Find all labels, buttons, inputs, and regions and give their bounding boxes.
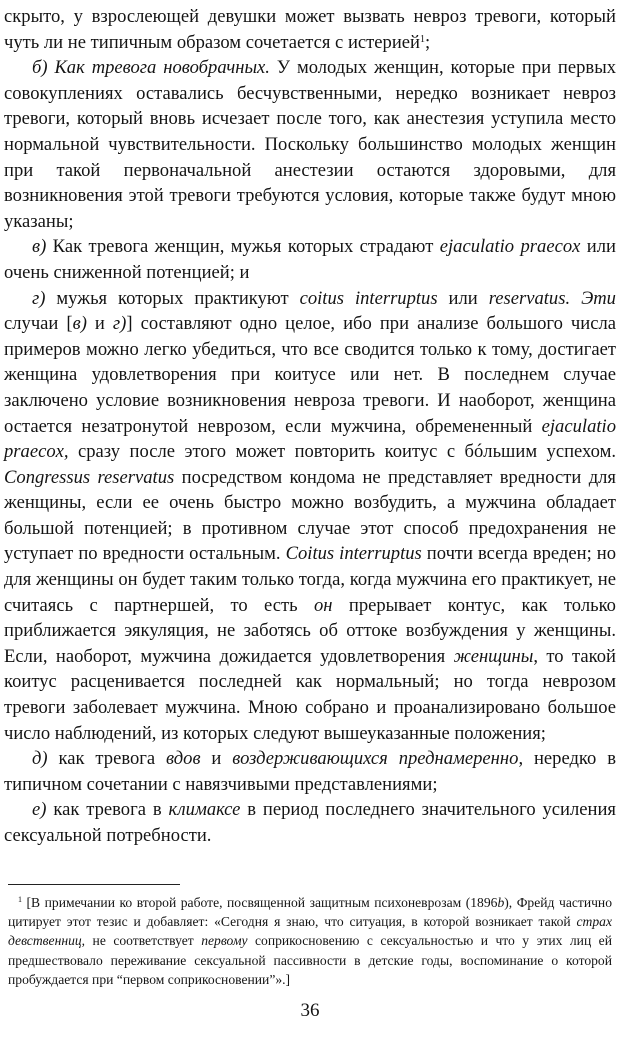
footnote-reference: 1 [420, 33, 425, 45]
latin-term: Coitus interruptus [285, 543, 422, 565]
paragraph-4 [4, 286, 616, 747]
latin-term: coitus interruptus [299, 287, 438, 309]
paragraph-1-text: скрыто, у взрослеющей девушки может вызвать невроз тревоги, который чуть ли не типичным образом сочетается с истерией [4, 6, 616, 53]
text-run: посредством кондома не представляет вредности для женщины, если ее очень быстро можно возбудить, а мужчина обладает большой потенцией; в противном случае этот способ предохранения не уступает по вредности остальным. [4, 466, 616, 565]
text-run: ), Фрейд частично цитирует этот тезис и добавляет: «Сегодня я знаю, что ситуация, в которой возникает такой [8, 895, 613, 930]
latin-term: reservatus. [488, 287, 571, 309]
text-run: или [437, 287, 489, 309]
text-run: , то такой коитус расценивается последней как нормальный; но тогда неврозом тревоги заболевает мужчина. Мною собрано и проанализировано большое число наблюдений, из которых следуют вышеуказанные положения; [4, 645, 616, 744]
text-run: как тревога в [46, 799, 169, 821]
text-run: , нередко в типичном сочетании с навязчивыми представлениями; [4, 748, 616, 795]
text-run: и [86, 313, 113, 335]
paragraph-1 [4, 4, 616, 55]
footnote-divider [8, 884, 180, 885]
text-run: ] составляют одно целое, ибо при анализе большого числа примеров можно легко убедиться, что все сводится только к тому, достигает женщина удовлетворения при коитусе или нет. В последнем случае заключено условие возникновения невроза тревоги. И наоборот, женщина остается незатронутой неврозом, если мужчина, обремененный [4, 313, 617, 437]
page-number: 36 [300, 1000, 320, 1021]
footnote [8, 893, 612, 989]
paragraph-3 [4, 234, 616, 285]
paragraph-2 [4, 55, 616, 234]
latin-term: ejaculatio praecox [439, 236, 581, 258]
text-run: мужья которых практикуют [45, 287, 300, 309]
item-g-label: г) [32, 287, 46, 309]
text-run: случаи [ [4, 313, 73, 335]
text-run: или очень сниженной потенцией; и [4, 236, 616, 283]
text-run: Как тревога женщин, мужья которых страдают [46, 236, 440, 258]
item-reference: в) [72, 313, 87, 335]
emphasis: женщины [453, 645, 534, 667]
emphasis: климаксе [168, 799, 241, 821]
emphasis: b [497, 895, 505, 910]
item-v-label: в) [32, 236, 47, 258]
text-run [570, 288, 581, 309]
text-run: , не соответствует [81, 933, 202, 949]
text-run: соприкосновению с сексуальностью и что у этих лиц ей предшествовало переживание сексуальной пассивности в детские годы, воспоминание о которой пробуждается при “первом соприкосновении”».] [8, 933, 612, 987]
emphasis: Эти [581, 287, 616, 309]
emphasis: вдов [166, 748, 201, 770]
paragraph-1-end: ; [425, 31, 431, 53]
paragraph-5 [4, 746, 616, 797]
latin-term: Congressus reservatus [4, 466, 175, 488]
paragraph-6 [4, 797, 616, 848]
item-d-label: д) [32, 748, 48, 770]
latin-term: ejaculatio praecox, [4, 415, 616, 463]
text-run: прерывает контус, как только приближается эякуляция, не заботясь об оттоке возбуждения у женщины. Если, наоборот, мужчина дожидается удовлетворения [4, 594, 616, 667]
emphasis: воздерживающихся преднамеренно [232, 748, 519, 770]
emphasis: первому [201, 933, 248, 949]
paragraph-2-text: У молодых женщин, которые при первых совокуплениях оставались бесчувственными, нередко возникает невроз тревоги, который вновь исчезает после того, как анестезия уступила место нормальной чувствительности. Поскольку большинство молодых женщин при такой первоначальной анестезии остаются здоровыми, для возникновения этой тревоги требуются условия, которые также будут мною указаны; [4, 57, 617, 232]
text-run: и [200, 748, 233, 770]
item-e-label: е) [32, 799, 47, 821]
item-reference: г) [112, 313, 127, 335]
item-b-heading: б) Как тревога новобрачных. [32, 57, 270, 79]
text-run: почти всегда вреден; но для женщины он будет таким только тогда, когда мужчина его практикует, не считаясь с партнершей, то есть [4, 543, 616, 616]
text-run: [В примечании ко второй работе, посвященной защитным психоневрозам (1896 [22, 895, 498, 910]
emphasis: он [313, 594, 333, 616]
emphasis: страх девственниц [8, 914, 612, 949]
main-text [4, 4, 616, 849]
text-run: как тревога [47, 748, 167, 770]
text-run: в период последнего значительного усиления сексуальной потребности. [4, 799, 616, 846]
text-run: сразу после этого может повторить коитус с бóльшим успехом. [68, 441, 616, 463]
footnote-mark: 1 [18, 895, 22, 904]
